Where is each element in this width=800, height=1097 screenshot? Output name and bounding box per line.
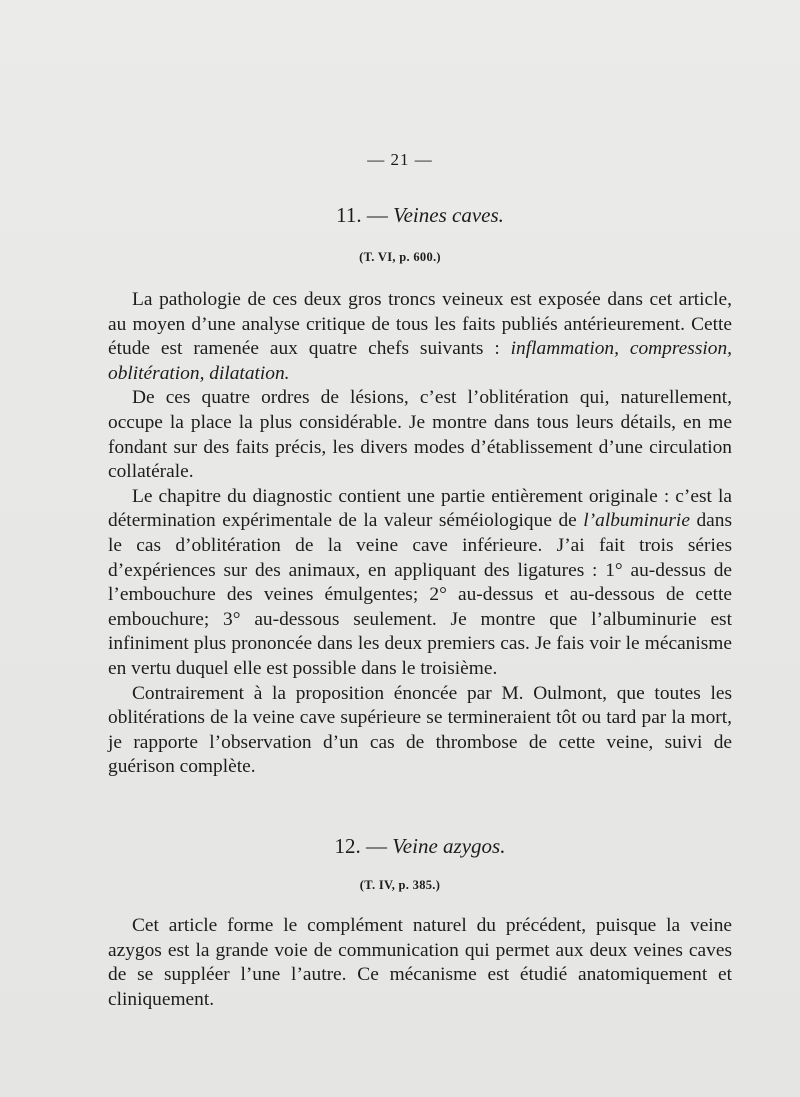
page-number: — 21 — (367, 150, 433, 169)
section-body-12 (108, 914, 732, 1012)
section-heading-11 (0, 203, 800, 228)
paragraph: Cet article forme le complément naturel du précédent, puisque la veine azygos est la grande voie de communication qui permet aux deux veines caves de se suppléer l’une l’autre. Ce mécanisme est étudié anatomiquement et cliniquement. (108, 915, 732, 1010)
section-title-12: Veine azygos. (392, 834, 506, 858)
paragraph-text: dans le cas d’oblitération de la veine cave inférieure. J’ai fait trois séries d’expériences sur des animaux, en appliquant des ligatures : 1° au-dessus de l’embouchure des veines émulgentes; 2° au-dessus et au-dessous de cette embouchure; 3° au-dessous seulement. Je montre que l’albuminurie est infiniment plus prononcée dans les deux premiers cas. Je fais voir le mécanisme en vertu duquel elle est possible dans le troisième. (108, 510, 732, 679)
section-number-12: 12. — (334, 834, 388, 858)
paragraph-italic-text: inflammation, compression, oblitération, dilatation. (108, 338, 732, 384)
paragraph-text: Le chapitre du diagnostic contient une partie entièrement originale : c’est la détermination expérimentale de la valeur séméiologique de (108, 485, 732, 532)
paragraph: De ces quatre ordres de lésions, c’est l’oblitération qui, naturellement, occupe la place la plus considérable. Je montre dans tous leurs détails, en me fondant sur des faits précis, les divers modes d’établissement d’une circulation collatérale. (108, 387, 732, 483)
paragraph-text: La pathologie de ces deux gros troncs veineux est exposée dans cet article, au moyen d’une analyse critique de tous les faits publiés antérieurement. Cette étude est ramenée aux quatre chefs suivants : (108, 289, 732, 360)
section-title-11: Veines caves. (393, 203, 504, 227)
section-number-11: 11. — (336, 203, 388, 227)
section-reference-11: (T. VI, p. 600.) (359, 250, 441, 264)
section-body-11 (108, 288, 732, 780)
paragraph: Contrairement à la proposition énoncée par M. Oulmont, que toutes les oblitérations de la veine cave supérieure se termineraient tôt ou tard par la mort, je rapporte l’observation d’un cas de thrombose de cette veine, suivi de guérison complète. (108, 682, 732, 778)
paragraph (108, 485, 732, 682)
section-reference-12: (T. IV, p. 385.) (359, 878, 441, 892)
paragraph (108, 288, 732, 386)
section-heading-12 (0, 834, 800, 859)
paragraph-italic-text: l’albuminurie (583, 510, 690, 532)
